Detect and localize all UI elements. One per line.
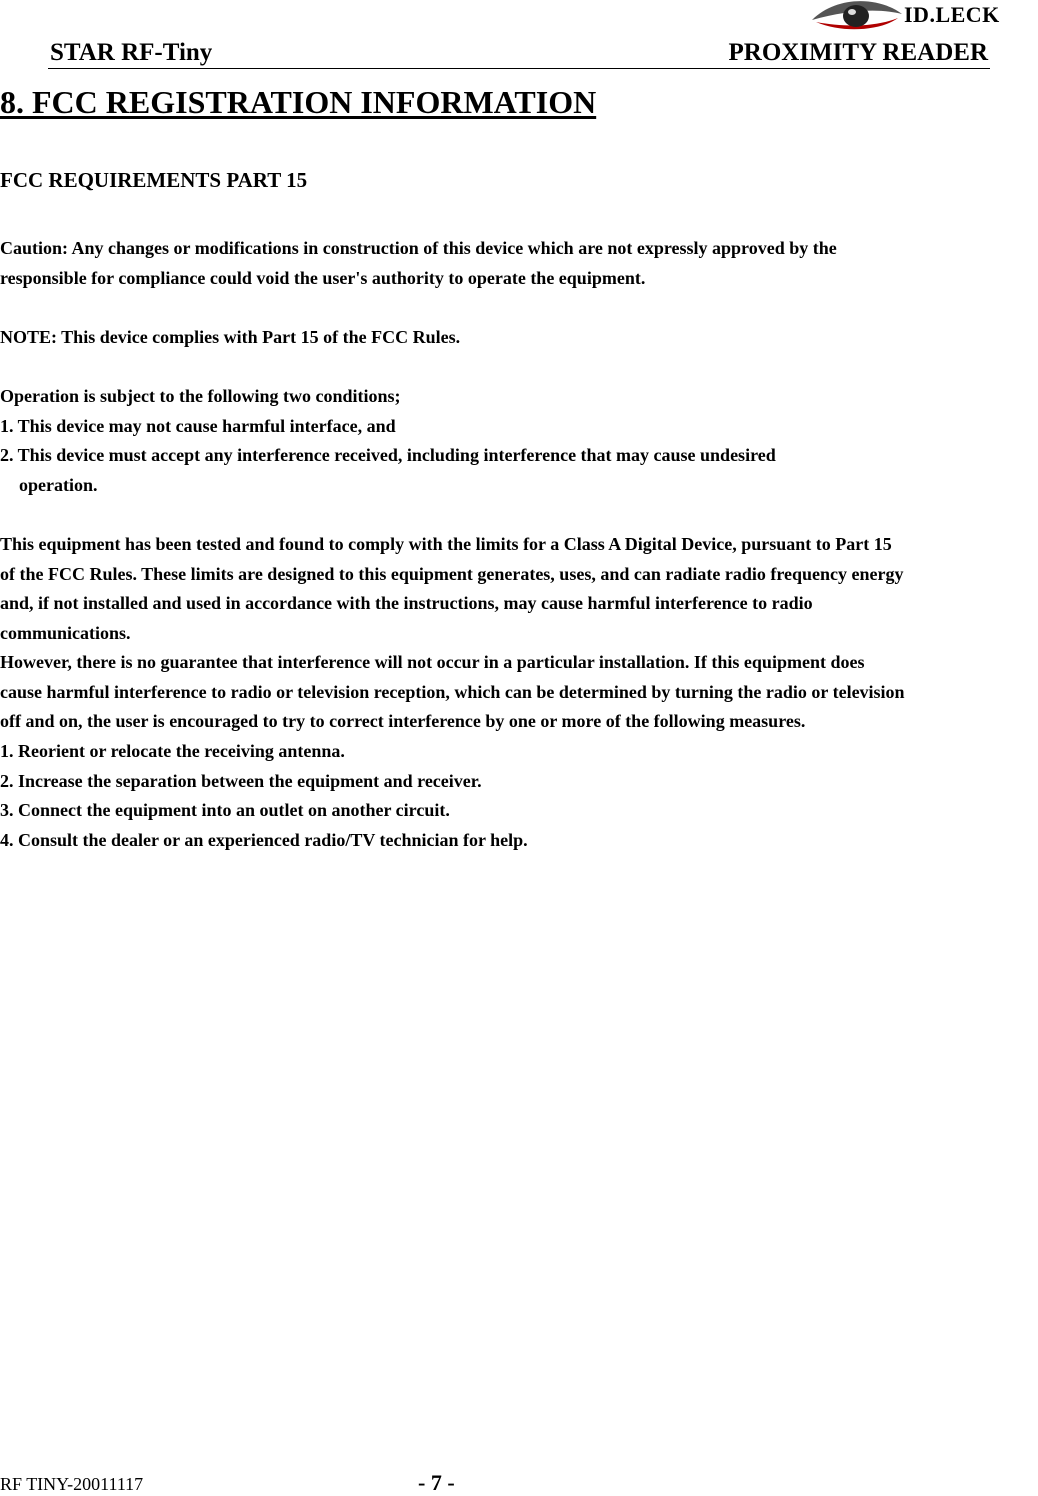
measure-item: 2. Increase the separation between the equipment and receiver. — [0, 770, 482, 791]
measure-item: 3. Connect the equipment into an outlet on another circuit. — [0, 800, 450, 820]
header-category: PROXIMITY READER — [728, 39, 988, 66]
statement-paragraph — [0, 530, 905, 737]
logo-eye-icon — [808, 0, 904, 36]
caution-line: Caution: Any changes or modifications in construction of this device which are not expressly approved by the — [0, 238, 837, 258]
statement-line: communications. — [0, 622, 131, 643]
measure-item: 1. Reorient or relocate the receiving antenna. — [0, 741, 345, 761]
caution-paragraph — [0, 234, 837, 293]
condition-item: 1. This device may not cause harmful interface, and — [0, 415, 396, 436]
conditions-paragraph — [0, 382, 776, 500]
company-logo — [808, 0, 1008, 36]
page-header — [48, 36, 990, 69]
statement-line: of the FCC Rules. These limits are designed to this equipment generates, uses, and can radiate radio frequency energy — [0, 563, 904, 584]
statement-line: This equipment has been tested and found to comply with the limits for a Class A Digital Device, pursuant to Part 15 — [0, 534, 892, 554]
section-subtitle: FCC REQUIREMENTS PART 15 — [0, 168, 308, 192]
condition-item: 2. This device must accept any interference received, including interference that may cause undesired — [0, 445, 776, 465]
measure-item: 4. Consult the dealer or an experienced radio/TV technician for help. — [0, 829, 528, 850]
footer-doc-id: RF TINY-20011117 — [0, 1474, 144, 1494]
note-line: NOTE: This device complies with Part 15 of the FCC Rules. — [0, 327, 461, 347]
section-title: 8. FCC REGISTRATION INFORMATION — [0, 84, 597, 120]
footer-page-number: - 7 - — [418, 1470, 455, 1495]
header-product: STAR RF-Tiny — [50, 39, 213, 66]
statement-line: However, there is no guarantee that interference will not occur in a particular installation. If this equipment does — [0, 652, 865, 672]
caution-line: responsible for compliance could void the user's authority to operate the equipment. — [0, 267, 646, 288]
logo-wordmark: ID.LECK — [904, 2, 1000, 27]
note-paragraph — [0, 323, 460, 353]
conditions-intro: Operation is subject to the following two conditions; — [0, 386, 401, 406]
statement-line: and, if not installed and used in accordance with the instructions, may cause harmful interference to radio — [0, 593, 813, 613]
condition-continuation: operation. — [19, 474, 98, 495]
measures-list — [0, 737, 528, 855]
statement-line: cause harmful interference to radio or television reception, which can be determined by turning the radio or television — [0, 681, 905, 702]
statement-line: off and on, the user is encouraged to try to correct interference by one or more of the following measures. — [0, 711, 806, 731]
